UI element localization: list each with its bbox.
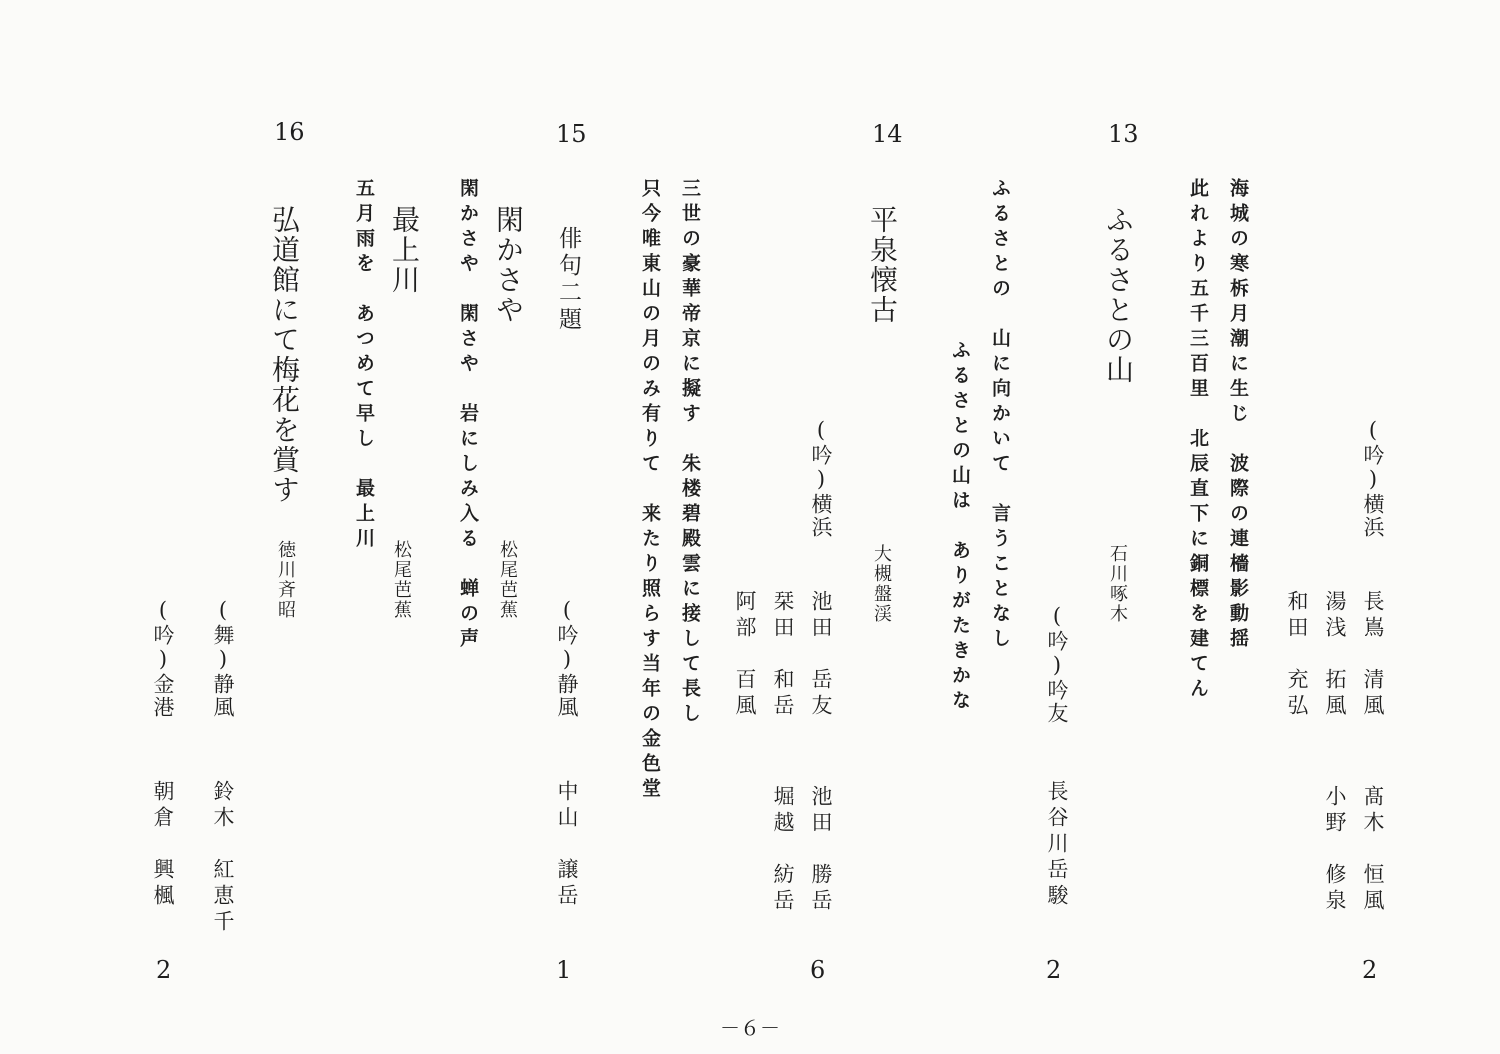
item-14-count: 6 xyxy=(810,956,826,984)
prev-name-1-full: 長嶌 清風 xyxy=(1361,590,1385,720)
item-14-name-4: 堀越 紡岳 xyxy=(771,785,795,915)
item-14-name-1: 池田 岳友 xyxy=(809,590,833,720)
item-13-title: ふるさとの山 xyxy=(1102,205,1135,385)
item-16-performer: (吟)金港 xyxy=(151,598,175,719)
item-14-name-3: 栞田 和岳 xyxy=(771,590,795,720)
prev-performer: (吟)横浜 xyxy=(1361,418,1385,539)
prev-poem-line-1: 海城の寒柝月潮に生じ 波際の連檣影動揺 xyxy=(1227,178,1249,653)
item-14-name-2: 池田 勝岳 xyxy=(809,785,833,915)
item-14-name-5: 阿部 百風 xyxy=(733,590,757,720)
item-13-name-1: 長谷川岳駿 xyxy=(1045,780,1069,910)
item-15-name-1: 中山 譲岳 xyxy=(555,780,579,910)
page-number: －６－ xyxy=(720,1016,780,1040)
item-15-sub-1-title: 閑かさや xyxy=(492,205,525,325)
item-13-poem-line-1: ふるさとの 山に向かいて 言うことなし xyxy=(989,178,1011,653)
prev-name-2: 髙木 恒風 xyxy=(1361,785,1385,915)
item-14-author: 大槻盤渓 xyxy=(871,544,892,624)
item-15-sub-2-title: 最上川 xyxy=(388,205,421,295)
item-14-performer: (吟)横浜 xyxy=(809,418,833,539)
item-14-title: 平泉懐古 xyxy=(866,205,899,325)
item-15-performer: (吟)静風 xyxy=(555,598,579,719)
prev-poem-line-2: 此れより五千三百里 北辰直下に銅標を建てん xyxy=(1187,178,1209,703)
item-14-poem-line-2: 只今唯東山の月のみ有りて 来たり照らす当年の金色堂 xyxy=(639,178,661,803)
item-15-sub-2-line: 五月雨を あつめて早し 最上川 xyxy=(353,178,375,553)
item-15-sub-1-line: 閑かさや 閑さや 岩にしみ入る 蝉の声 xyxy=(457,178,479,653)
item-15-count: 1 xyxy=(556,956,572,984)
item-15-sub-1-author: 松尾芭蕉 xyxy=(497,540,518,620)
prev-name-4: 小野 修泉 xyxy=(1323,785,1347,915)
item-13-performer: (吟)吟友 xyxy=(1045,604,1069,725)
item-14-poem-line-1: 三世の豪華帝京に擬す 朱楼碧殿雲に接して長し xyxy=(679,178,701,728)
item-15-sub-2-author: 松尾芭蕉 xyxy=(391,540,412,620)
prev-name-3: 湯浅 拓風 xyxy=(1323,590,1347,720)
item-13-author: 石川啄木 xyxy=(1107,544,1128,624)
item-15-title: 俳句二題 xyxy=(555,226,581,334)
item-16-title: 弘道館にて梅花を賞す xyxy=(268,205,301,505)
prev-count: 2 xyxy=(1362,956,1378,984)
prev-name-5: 和田 充弘 xyxy=(1285,590,1309,720)
item-16-number: 16 xyxy=(274,118,305,146)
item-16-count: 2 xyxy=(156,956,172,984)
item-13-number: 13 xyxy=(1108,120,1139,148)
item-16-dance-performer: (舞)静風 xyxy=(211,598,235,719)
item-13-poem-line-2: ふるさとの山は ありがたきかな xyxy=(949,340,971,715)
item-14-number: 14 xyxy=(872,120,903,148)
item-13-count: 2 xyxy=(1046,956,1062,984)
item-16-dance-name: 鈴木 紅恵千 xyxy=(211,780,235,936)
item-16-author: 徳川斉昭 xyxy=(275,540,296,620)
item-16-name-1: 朝倉 興楓 xyxy=(151,780,175,910)
item-15-number: 15 xyxy=(556,120,587,148)
